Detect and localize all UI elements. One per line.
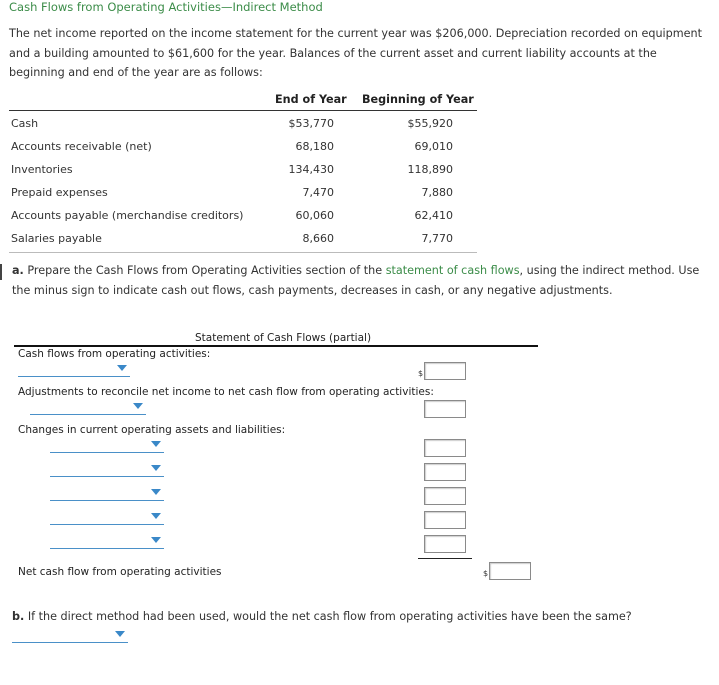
column-header-end-of-year: End of Year [275,93,347,106]
change-dropdown-3[interactable] [50,488,164,501]
chevron-down-icon [151,441,161,447]
changes-label: Changes in current operating assets and liabilities: [18,424,286,436]
question-b [12,610,632,623]
change-dropdown-1[interactable] [50,440,164,453]
table-cell-end: 7,470 [302,186,334,199]
change-field-3[interactable] [425,488,465,504]
change-field-1[interactable] [425,440,465,456]
column-header-beginning-of-year: Beginning of Year [362,93,474,106]
table-cell-end: 134,430 [288,163,334,176]
change-dropdown-2[interactable] [50,464,164,477]
chevron-down-icon [133,403,143,409]
change-input-5[interactable] [424,535,466,553]
question-a-line-2: the minus sign to indicate cash out flows, cash payments, decreases in cash, or any negative adjustments. [12,283,613,297]
question-a-prefix: a. [12,264,24,277]
table-row-label: Prepaid expenses [11,186,108,199]
question-a-text-1: Prepare the Cash Flows from Operating Activities section of the [27,264,383,277]
chevron-down-icon [115,631,125,637]
page-title: Cash Flows from Operating Activities—Indirect Method [9,0,323,14]
table-cell-begin: $55,920 [407,117,453,130]
table-row-label: Accounts receivable (net) [11,140,152,153]
change-dropdown-4[interactable] [50,512,164,525]
table-cell-end: 68,180 [295,140,334,153]
net-cash-flow-label: Net cash flow from operating activities [18,566,222,578]
question-a-text-2: , using the indirect method. Use [519,264,700,277]
net-cash-flow-field[interactable] [490,563,530,579]
table-cell-begin: 7,770 [421,232,453,245]
intro-line-1: The net income reported on the income statement for the current year was $206,000. Depreciation recorded on equipment [9,27,703,40]
table-row-label: Inventories [11,163,73,176]
question-a-line-1 [12,261,717,281]
table-cell-begin: 7,880 [421,186,453,199]
question-b-text: If the direct method had been used, would the net cash flow from operating activities have been the same? [27,610,632,623]
change-field-4[interactable] [425,512,465,528]
chevron-down-icon [151,489,161,495]
table-cell-end: 8,660 [302,232,334,245]
adjustments-label: Adjustments to reconcile net income to net cash flow from operating activities: [18,386,434,398]
chevron-down-icon [151,537,161,543]
chevron-down-icon [151,465,161,471]
net-cash-flow-input[interactable] [489,562,531,580]
statement-title-rule [14,345,538,347]
change-field-2[interactable] [425,464,465,480]
table-bottom-rule [9,252,477,253]
table-cell-end: 60,060 [295,209,334,222]
change-input-1[interactable] [424,439,466,457]
subtotal-rule [418,558,472,559]
change-dropdown-5[interactable] [50,536,164,549]
same-result-dropdown[interactable] [12,630,128,643]
depreciation-dropdown[interactable] [30,402,146,415]
table-cell-begin: 62,410 [414,209,453,222]
table-row-label: Cash [11,117,39,130]
change-field-5[interactable] [425,536,465,552]
table-header-rule [9,110,477,111]
question-b-prefix: b. [12,610,25,623]
net-income-field[interactable] [425,363,465,379]
table-row-label: Salaries payable [11,232,102,245]
table-row-label: Accounts payable (merchandise creditors) [11,209,244,222]
net-income-dropdown[interactable] [18,364,130,377]
table-cell-end: $53,770 [288,117,334,130]
question-a [12,261,717,300]
chevron-down-icon [151,513,161,519]
intro-line-3: beginning and end of the year are as follows: [9,66,263,79]
currency-symbol: $ [483,569,489,578]
change-input-3[interactable] [424,487,466,505]
change-input-2[interactable] [424,463,466,481]
statement-title: Statement of Cash Flows (partial) [195,332,372,344]
chevron-down-icon [117,365,127,371]
change-input-4[interactable] [424,511,466,529]
focus-marker [0,264,2,280]
table-cell-begin: 118,890 [407,163,453,176]
table-cell-begin: 69,010 [414,140,453,153]
section-label: Cash flows from operating activities: [18,348,211,360]
depreciation-field[interactable] [425,401,465,417]
depreciation-input[interactable] [424,400,466,418]
intro-paragraph [9,24,714,83]
intro-line-2: and a building amounted to $61,600 for the year. Balances of the current asset and current liability accounts at the [9,46,657,60]
net-income-input[interactable] [424,362,466,380]
statement-of-cash-flows-link[interactable]: statement of cash flows [385,264,520,277]
currency-symbol: $ [418,369,424,378]
